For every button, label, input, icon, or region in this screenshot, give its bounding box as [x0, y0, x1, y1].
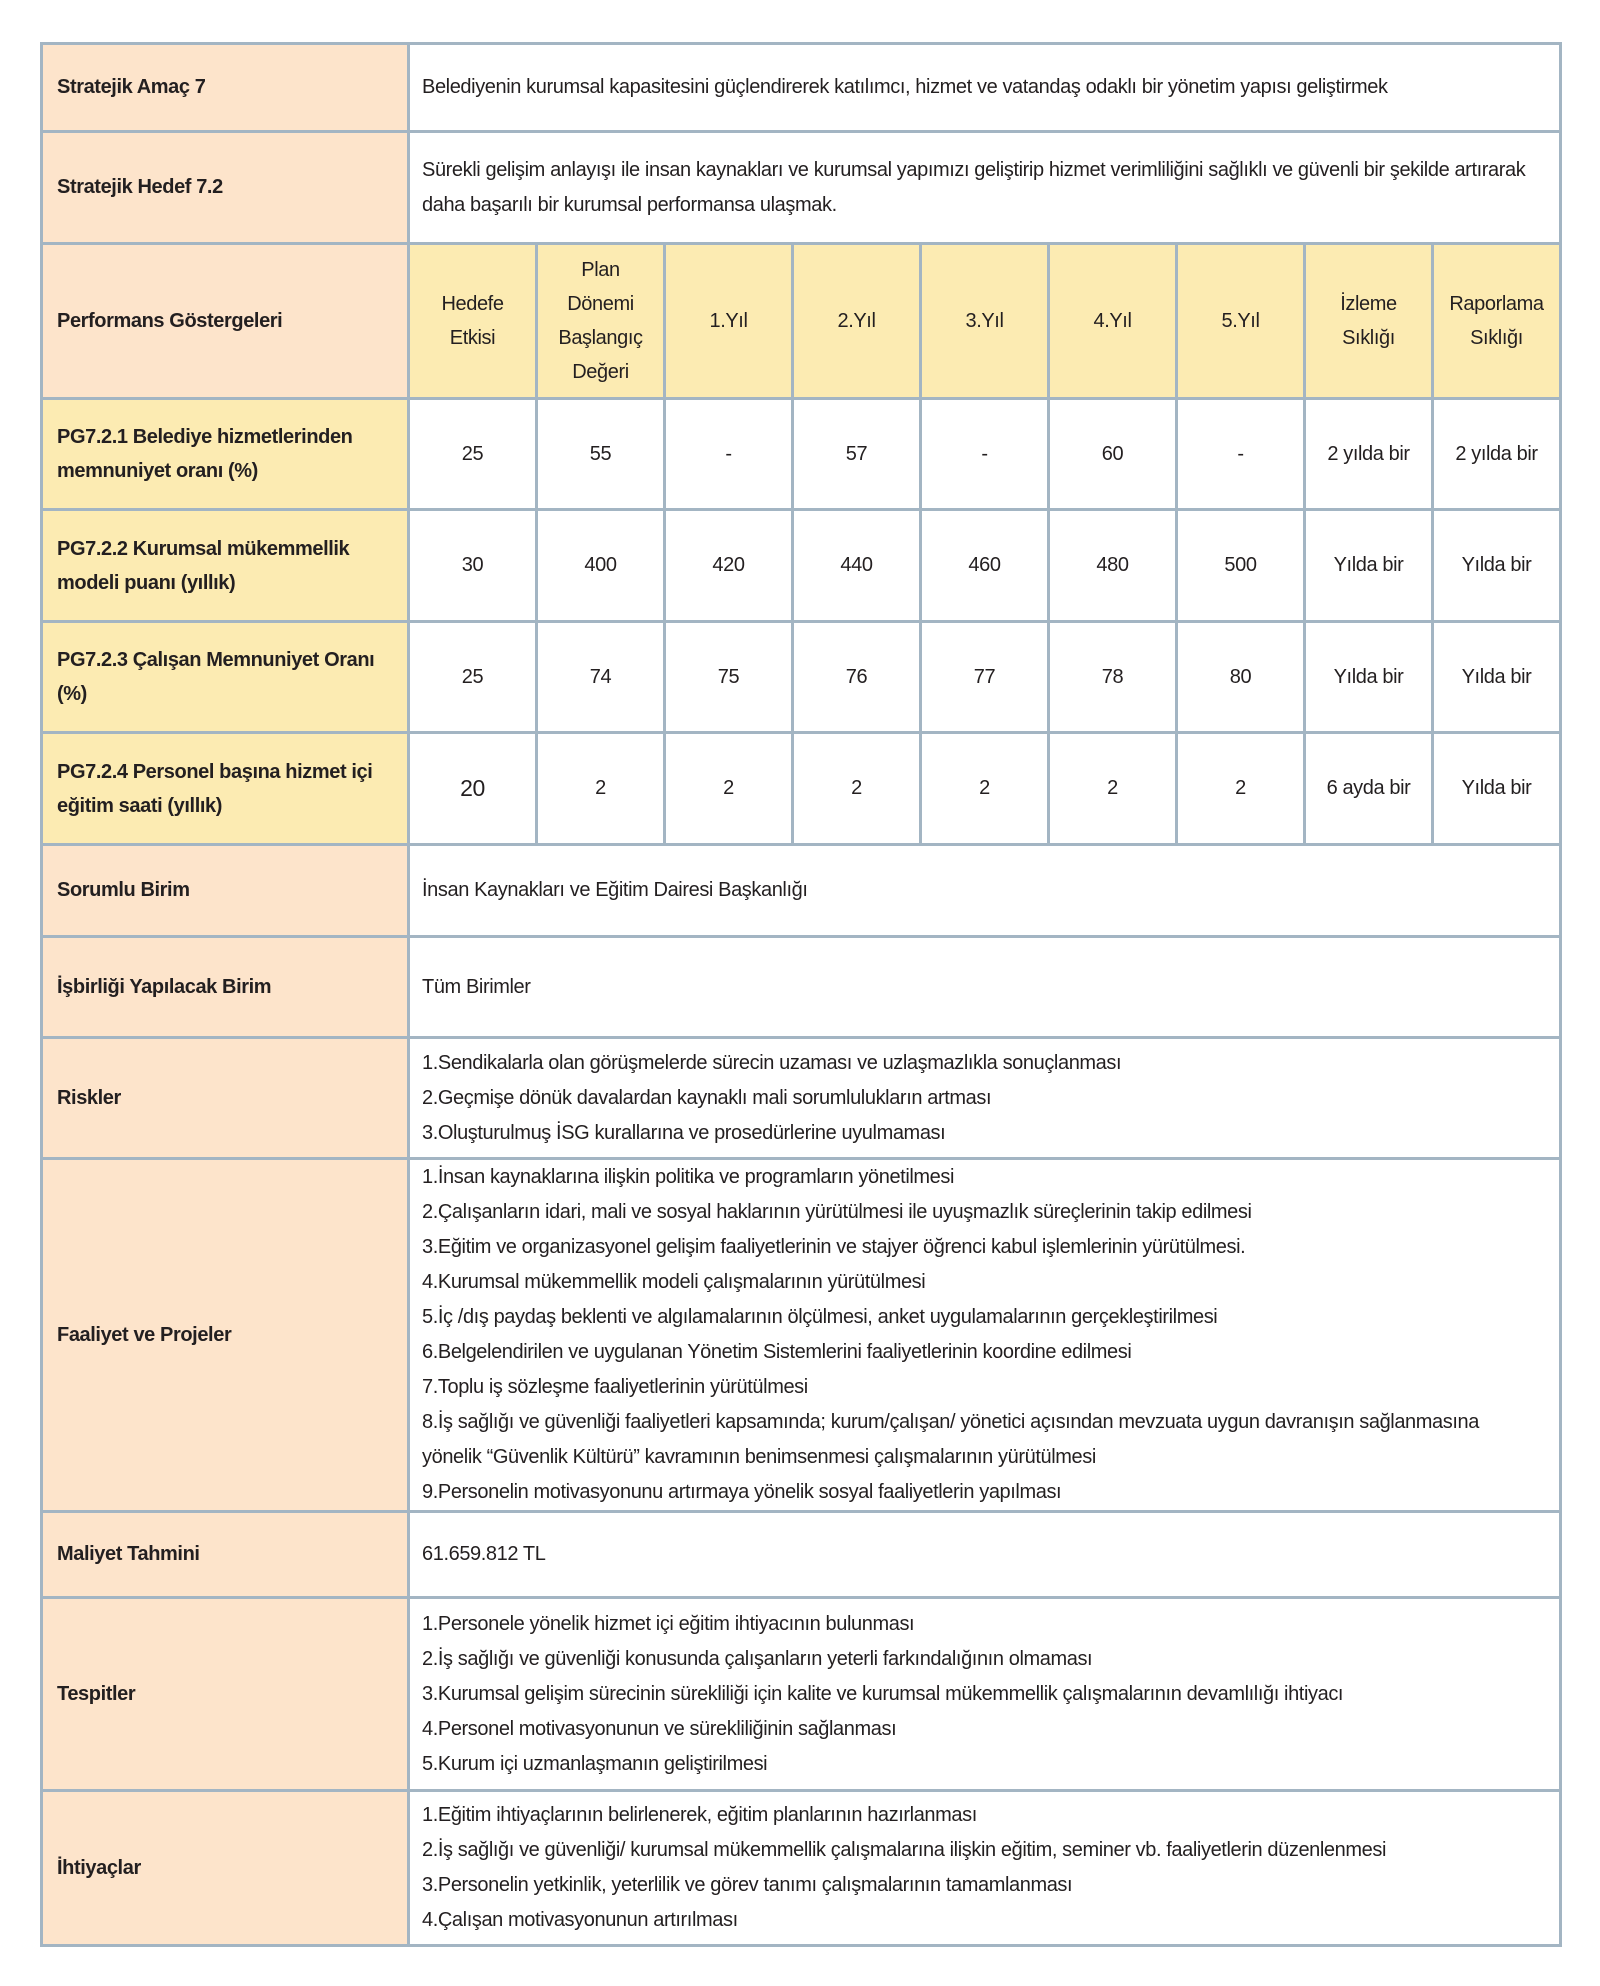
- activities-list: [409, 1159, 1561, 1512]
- list-item-continuation: yönelik “Güvenlik Kültürü” kavramının benimsenmesi çalışmalarının yürütülmesi: [422, 1446, 1096, 1468]
- cooperation-unit-text: Tüm Birimler: [409, 937, 1561, 1038]
- table-row: [42, 399, 1561, 510]
- list-item: 1.İnsan kaynaklarına ilişkin politika ve programların yönetilmesi: [422, 1166, 955, 1188]
- cell-baseline: 55: [537, 399, 665, 510]
- cost-label: Maliyet Tahmini: [42, 1512, 409, 1598]
- list-item: 1.Eğitim ihtiyaçlarının belirlenerek, eğitim planlarının hazırlanması: [422, 1804, 977, 1826]
- cell-year-3: 77: [921, 622, 1049, 733]
- column-header-year-5: 5.Yıl: [1177, 244, 1305, 399]
- cell-year-4: 78: [1049, 622, 1177, 733]
- list-item: 3.Personelin yetkinlik, yeterlilik ve görev tanımı çalışmalarının tamamlanması: [422, 1874, 1073, 1896]
- column-header-year-2: 2.Yıl: [793, 244, 921, 399]
- risks-label: Riskler: [42, 1038, 409, 1159]
- cell-year-2: 2: [793, 733, 921, 845]
- cell-year-3: 2: [921, 733, 1049, 845]
- findings-list: [409, 1598, 1561, 1791]
- list-item: 2.İş sağlığı ve güvenliği/ kurumsal mükemmellik çalışmalarına ilişkin eğitim, seminer vb. faaliyetlerin düzenlenmesi: [422, 1839, 1387, 1861]
- indicator-name: PG7.2.2 Kurumsal mükemmellik modeli puanı (yıllık): [42, 510, 409, 622]
- indicator-name: PG7.2.1 Belediye hizmetlerinden memnuniyet oranı (%): [42, 399, 409, 510]
- findings-label: Tespitler: [42, 1598, 409, 1791]
- cell-year-5: -: [1177, 399, 1305, 510]
- cell-monitoring: Yılda bir: [1305, 510, 1433, 622]
- column-header-year-3: 3.Yıl: [921, 244, 1049, 399]
- performance-indicators-label: Performans Göstergeleri: [42, 244, 409, 399]
- cell-baseline: 400: [537, 510, 665, 622]
- cell-year-4: 60: [1049, 399, 1177, 510]
- cell-monitoring: Yılda bir: [1305, 622, 1433, 733]
- cost-value: 61.659.812 TL: [409, 1512, 1561, 1598]
- list-item: 4.Kurumsal mükemmellik modeli çalışmalarının yürütülmesi: [422, 1271, 926, 1293]
- list-item: 8.İş sağlığı ve güvenliği faaliyetleri kapsamında; kurum/çalışan/ yönetici açısından mevzuata uygun davranışın sağlanmasına: [422, 1411, 1479, 1433]
- responsible-unit-label: Sorumlu Birim: [42, 845, 409, 937]
- strategic-goal-row: [42, 44, 1561, 132]
- performance-header-row: [42, 244, 1561, 399]
- list-item: 5.İç /dış paydaş beklenti ve algılamalarının ölçülmesi, anket uygulamalarının gerçekleştirilmesi: [422, 1306, 1218, 1328]
- list-item: 5.Kurum içi uzmanlaşmanın geliştirilmesi: [422, 1752, 768, 1775]
- list-item: 1.Sendikalarla olan görüşmelerde sürecin uzaması ve uzlaşmazlıkla sonuçlanması: [422, 1051, 1122, 1074]
- list-item: 4.Çalışan motivasyonunun artırılması: [422, 1909, 738, 1931]
- cell-year-5: 2: [1177, 733, 1305, 845]
- list-item: 3.Eğitim ve organizasyonel gelişim faaliyetlerinin ve stajyer öğrenci kabul işlemlerinin yürütülmesi.: [422, 1236, 1246, 1258]
- cell-year-4: 2: [1049, 733, 1177, 845]
- column-header-monitoring-frequency: İzleme Sıklığı: [1305, 244, 1433, 399]
- indicator-name: PG7.2.4 Personel başına hizmet içi eğitim saati (yıllık): [42, 733, 409, 845]
- list-item: 2.Çalışanların idari, mali ve sosyal haklarının yürütülmesi ile uyuşmazlık süreçlerinin takip edilmesi: [422, 1201, 1252, 1223]
- cooperation-unit-row: [42, 937, 1561, 1038]
- list-item: 4.Personel motivasyonunun ve sürekliliğinin sağlanması: [422, 1717, 897, 1740]
- table-row: [42, 622, 1561, 733]
- cell-monitoring: 2 yılda bir: [1305, 399, 1433, 510]
- cell-year-2: 440: [793, 510, 921, 622]
- list-item: 7.Toplu iş sözleşme faaliyetlerinin yürütülmesi: [422, 1376, 808, 1398]
- list-item: 9.Personelin motivasyonunu artırmaya yönelik sosyal faaliyetlerin yapılması: [422, 1481, 1062, 1503]
- responsible-unit-row: [42, 845, 1561, 937]
- cell-year-2: 57: [793, 399, 921, 510]
- cell-reporting: Yılda bir: [1433, 733, 1561, 845]
- cell-target-impact: 20: [409, 733, 537, 845]
- column-header-target-impact: Hedefe Etkisi: [409, 244, 537, 399]
- strategic-target-text: Sürekli gelişim anlayışı ile insan kaynakları ve kurumsal yapımızı geliştirip hizmet verimliliğini sağlıklı ve güvenli bir şekilde artırarak daha başarılı bir kurumsal performansa ulaşmak.: [409, 132, 1561, 244]
- cell-year-4: 480: [1049, 510, 1177, 622]
- column-header-reporting-frequency: Raporlama Sıklığı: [1433, 244, 1561, 399]
- cell-year-1: -: [665, 399, 793, 510]
- risks-list: [409, 1038, 1561, 1159]
- cooperation-unit-label: İşbirliği Yapılacak Birim: [42, 937, 409, 1038]
- strategic-goal-label: Stratejik Amaç 7: [42, 44, 409, 132]
- cell-reporting: Yılda bir: [1433, 622, 1561, 733]
- cell-year-3: 460: [921, 510, 1049, 622]
- needs-list: [409, 1791, 1561, 1946]
- strategic-goal-text: Belediyenin kurumsal kapasitesini güçlendirerek katılımcı, hizmet ve vatandaş odaklı bir yönetim yapısı geliştirmek: [409, 44, 1561, 132]
- list-item: 1.Personele yönelik hizmet içi eğitim ihtiyacının bulunması: [422, 1612, 915, 1635]
- list-item: 3.Kurumsal gelişim sürecinin sürekliliği için kalite ve kurumsal mükemmellik çalışmalarının devamlılığı ihtiyacı: [422, 1682, 1344, 1705]
- list-item: 6.Belgelendirilen ve uygulanan Yönetim Sistemlerini faaliyetlerinin koordine edilmesi: [422, 1341, 1132, 1363]
- list-item: 2.Geçmişe dönük davalardan kaynaklı mali sorumlulukların artması: [422, 1086, 992, 1109]
- list-item: 3.Oluşturulmuş İSG kurallarına ve prosedürlerine uyulmaması: [422, 1121, 946, 1144]
- strategic-target-row: [42, 132, 1561, 244]
- cell-baseline: 74: [537, 622, 665, 733]
- cell-target-impact: 25: [409, 399, 537, 510]
- cell-year-1: 2: [665, 733, 793, 845]
- cell-monitoring: 6 ayda bir: [1305, 733, 1433, 845]
- cost-row: [42, 1512, 1561, 1598]
- table-row: [42, 733, 1561, 845]
- cell-year-1: 420: [665, 510, 793, 622]
- findings-row: [42, 1598, 1561, 1791]
- cell-target-impact: 25: [409, 622, 537, 733]
- cell-baseline: 2: [537, 733, 665, 845]
- cell-year-5: 80: [1177, 622, 1305, 733]
- strategic-target-label: Stratejik Hedef 7.2: [42, 132, 409, 244]
- activities-label: Faaliyet ve Projeler: [42, 1159, 409, 1512]
- list-item: 2.İş sağlığı ve güvenliği konusunda çalışanların yeterli farkındalığının olmaması: [422, 1647, 1093, 1670]
- responsible-unit-text: İnsan Kaynakları ve Eğitim Dairesi Başkanlığı: [409, 845, 1561, 937]
- cell-year-5: 500: [1177, 510, 1305, 622]
- cell-year-2: 76: [793, 622, 921, 733]
- table-row: [42, 510, 1561, 622]
- column-header-year-1: 1.Yıl: [665, 244, 793, 399]
- activities-row: [42, 1159, 1561, 1512]
- needs-label: İhtiyaçlar: [42, 1791, 409, 1946]
- column-header-year-4: 4.Yıl: [1049, 244, 1177, 399]
- needs-row: [42, 1791, 1561, 1946]
- cell-target-impact: 30: [409, 510, 537, 622]
- cell-reporting: Yılda bir: [1433, 510, 1561, 622]
- strategic-plan-table: [40, 42, 1562, 1947]
- indicator-name: PG7.2.3 Çalışan Memnuniyet Oranı (%): [42, 622, 409, 733]
- cell-reporting: 2 yılda bir: [1433, 399, 1561, 510]
- risks-row: [42, 1038, 1561, 1159]
- cell-year-1: 75: [665, 622, 793, 733]
- cell-year-3: -: [921, 399, 1049, 510]
- column-header-baseline: Plan Dönemi Başlangıç Değeri: [537, 244, 665, 399]
